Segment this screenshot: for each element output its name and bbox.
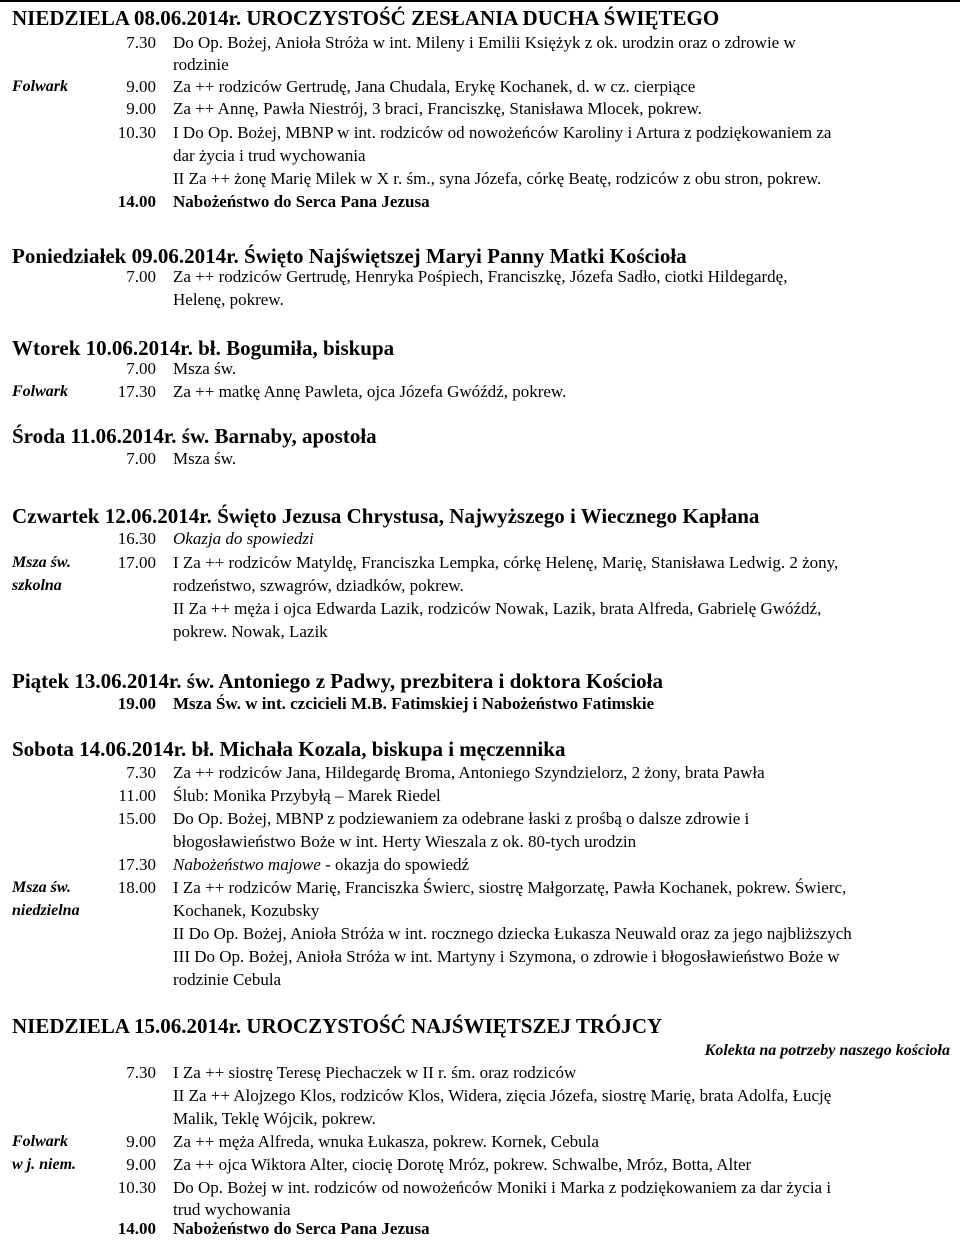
day-heading: Czwartek 12.06.2014r. Święto Jezusa Chrystusa, Najwyższego i Wiecznego Kapłana: [12, 504, 760, 528]
mass-intention: Msza Św. w int. czcicieli M.B. Fatimskiej i Nabożeństwo Fatimskie: [173, 694, 655, 713]
list-item: [0, 191, 960, 213]
list-item: [0, 528, 960, 550]
mass-time: 7.00: [126, 267, 156, 286]
list-item: [0, 831, 960, 853]
mass-intention: II Za ++ męża i ojca Edwarda Lazik, rodziców Nowak, Lazik, brata Alfreda, Gabrielę Gwóźdź,: [173, 599, 822, 618]
devotion-note: - okazja do spowiedź: [320, 855, 470, 874]
list-item: [0, 854, 960, 876]
list-item: [0, 122, 960, 144]
mass-intention: I Za ++ siostrę Teresę Piechaczek w II r. śm. oraz rodziców: [173, 1063, 577, 1082]
mass-intention: Za ++ rodziców Gertrudę, Jana Chudala, Erykę Kochanek, d. w cz. cierpiące: [173, 77, 696, 96]
mass-intention: Kochanek, Kozubsky: [173, 901, 320, 920]
list-item: [0, 900, 960, 922]
mass-intention: Do Op. Bożej, Anioła Stróża w int. Mileny i Emilii Księżyk z ok. urodzin oraz o zdrowie w: [173, 33, 796, 52]
mass-time: 18.00: [117, 878, 156, 897]
mass-intention: II Za ++ Alojzego Klos, rodziców Klos, Widera, zięcia Józefa, siostrę Marię, brata Adolfa, Łucję: [173, 1086, 832, 1105]
list-item: [0, 621, 960, 643]
mass-intention: I Za ++ rodziców Marię, Franciszka Świerc, siostrę Małgorzatę, Pawła Kochanek, pokrew. Świerc,: [173, 878, 847, 897]
mass-time: 17.00: [117, 553, 156, 572]
mass-time: 7.30: [126, 33, 156, 52]
mass-time: 7.00: [126, 449, 156, 468]
mass-intention: I Do Op. Bożej, MBNP w int. rodziców od nowożeńców Karoliny i Artura z podziękowaniem za: [173, 123, 832, 142]
list-item: [0, 1131, 960, 1153]
place-label: Msza św.: [12, 879, 71, 896]
mass-intention: Ślub: Monika Przybyłą – Marek Riedel: [173, 786, 441, 805]
list-item: [0, 32, 960, 54]
mass-time: 15.00: [117, 809, 156, 828]
list-item: [0, 381, 960, 403]
list-item: [0, 145, 960, 167]
mass-time: 17.30: [117, 855, 156, 874]
day-heading: Piątek 13.06.2014r. św. Antoniego z Padwy, prezbitera i doktora Kościoła: [12, 669, 663, 693]
mass-time: 17.30: [117, 382, 156, 401]
day-heading: Poniedziałek 09.06.2014r. Święto Najświętszej Maryi Panny Matki Kościoła: [12, 244, 687, 268]
mass-intention: Za ++ matkę Annę Pawleta, ojca Józefa Gwóźdź, pokrew.: [173, 382, 567, 401]
mass-time: 7.30: [126, 1063, 156, 1082]
mass-intention: II Do Op. Bożej, Anioła Stróża w int. rocznego dziecka Łukasza Neuwald oraz za jego najbliższych: [173, 924, 852, 943]
list-item: [0, 358, 960, 380]
place-label: w j. niem.: [12, 1156, 77, 1173]
list-item: [0, 785, 960, 807]
day-heading: NIEDZIELA 15.06.2014r. UROCZYSTOŚĆ NAJŚWIĘTSZEJ TRÓJCY: [12, 1014, 663, 1038]
mass-intention: Za ++ rodziców Gertrudę, Henryka Pośpiech, Franciszkę, Józefa Sadło, ciotki Hildegardę,: [173, 267, 788, 286]
mass-intention: [173, 854, 469, 876]
place-label: niedzielna: [12, 902, 80, 919]
mass-intention: Nabożeństwo do Serca Pana Jezusa: [173, 192, 430, 211]
list-item: [0, 552, 960, 574]
mass-time: 9.00: [126, 99, 156, 118]
mass-intention: Msza św.: [173, 449, 237, 468]
mass-intention: Msza św.: [173, 359, 237, 378]
mass-time: 9.00: [126, 1132, 156, 1151]
list-item: [0, 1062, 960, 1084]
list-item: [0, 289, 960, 311]
mass-intention: rodzinie: [173, 55, 229, 74]
list-item: [0, 1085, 960, 1107]
list-item: [0, 598, 960, 620]
list-item: [0, 762, 960, 784]
mass-time: 16.30: [117, 529, 156, 548]
list-item: [0, 54, 960, 76]
list-item: [0, 693, 960, 715]
mass-time: 10.30: [117, 123, 156, 142]
mass-intention: Za ++ męża Alfreda, wnuka Łukasza, pokrew. Kornek, Cebula: [173, 1132, 599, 1151]
list-item: [0, 946, 960, 968]
mass-time: 14.00: [117, 1219, 156, 1238]
mass-intention: Okazja do spowiedzi: [173, 529, 314, 548]
mass-intention: I Za ++ rodziców Matyldę, Franciszka Lempka, córkę Helenę, Marię, Stanisława Ledwig. 2 żony,: [173, 553, 839, 572]
place-label: szkolna: [12, 577, 62, 594]
mass-intention: Malik, Teklę Wójcik, pokrew.: [173, 1109, 376, 1128]
list-item: [0, 1154, 960, 1176]
mass-time: 9.00: [126, 77, 156, 96]
list-item: [0, 1218, 960, 1240]
mass-time: 14.00: [117, 192, 156, 211]
list-item: [0, 98, 960, 120]
mass-time: 11.00: [118, 786, 156, 805]
place-label: Folwark: [12, 383, 69, 400]
mass-intention: Do Op. Bożej, MBNP z podziewaniem za odebrane łaski z prośbą o dalsze zdrowie i: [173, 809, 750, 828]
top-rule: [0, 0, 960, 2]
place-label: Folwark: [12, 78, 69, 95]
mass-time: 9.00: [126, 1155, 156, 1174]
devotion-name: Nabożeństwo majowe: [173, 855, 321, 874]
mass-intention: rodzinie Cebula: [173, 970, 282, 989]
mass-intention: trud wychowania: [173, 1200, 291, 1219]
list-item: [0, 1177, 960, 1199]
list-item: [0, 168, 960, 190]
mass-intention: dar życia i trud wychowania: [173, 146, 366, 165]
list-item: [0, 808, 960, 830]
mass-intention: Za ++ ojca Wiktora Alter, ciocię Dorotę Mróz, pokrew. Schwalbe, Mróz, Botta, Alter: [173, 1155, 752, 1174]
day-heading: Sobota 14.06.2014r. bł. Michała Kozala, biskupa i męczennika: [12, 737, 566, 761]
list-item: [0, 1108, 960, 1130]
mass-time: 19.00: [117, 694, 156, 713]
day-heading: Środa 11.06.2014r. św. Barnaby, apostoła: [12, 424, 377, 448]
mass-time: 7.00: [126, 359, 156, 378]
mass-intention: Za ++ Annę, Pawła Niestrój, 3 braci, Franciszkę, Stanisława Mlocek, pokrew.: [173, 99, 702, 118]
place-label: Msza św.: [12, 554, 71, 571]
mass-time: 10.30: [117, 1178, 156, 1197]
list-item: [0, 575, 960, 597]
mass-intention: błogosławieństwo Boże w int. Herty Wieszala z ok. 80-tych urodzin: [173, 832, 637, 851]
mass-intention: pokrew. Nowak, Lazik: [173, 622, 328, 641]
day-heading: Wtorek 10.06.2014r. bł. Bogumiła, biskupa: [12, 336, 395, 360]
mass-intention: Helenę, pokrew.: [173, 290, 284, 309]
mass-intention: rodzeństwo, szwagrów, dziadków, pokrew.: [173, 576, 464, 595]
list-item: [0, 448, 960, 470]
mass-time: 7.30: [126, 763, 156, 782]
mass-intention: Nabożeństwo do Serca Pana Jezusa: [173, 1219, 430, 1238]
list-item: [0, 923, 960, 945]
list-item: [0, 877, 960, 899]
list-item: [0, 76, 960, 98]
place-label: Folwark: [12, 1133, 69, 1150]
day-heading: NIEDZIELA 08.06.2014r. UROCZYSTOŚĆ ZESŁANIA DUCHA ŚWIĘTEGO: [12, 6, 720, 30]
list-item: [0, 969, 960, 991]
mass-intention: III Do Op. Bożej, Anioła Stróża w int. Martyny i Szymona, o zdrowie i błogosławieństwo Boże w: [173, 947, 840, 966]
list-item: [0, 266, 960, 288]
collection-note: Kolekta na potrzeby naszego kościoła: [704, 1042, 950, 1059]
mass-intention: II Za ++ żonę Marię Milek w X r. śm., syna Józefa, córkę Beatę, rodziców z obu stron, pokrew.: [173, 169, 822, 188]
mass-intention: Za ++ rodziców Jana, Hildegardę Broma, Antoniego Szyndzielorz, 2 żony, brata Pawła: [173, 763, 765, 782]
mass-intention: Do Op. Bożej w int. rodziców od nowożeńców Moniki i Marka z podziękowaniem za dar życia i: [173, 1178, 832, 1197]
